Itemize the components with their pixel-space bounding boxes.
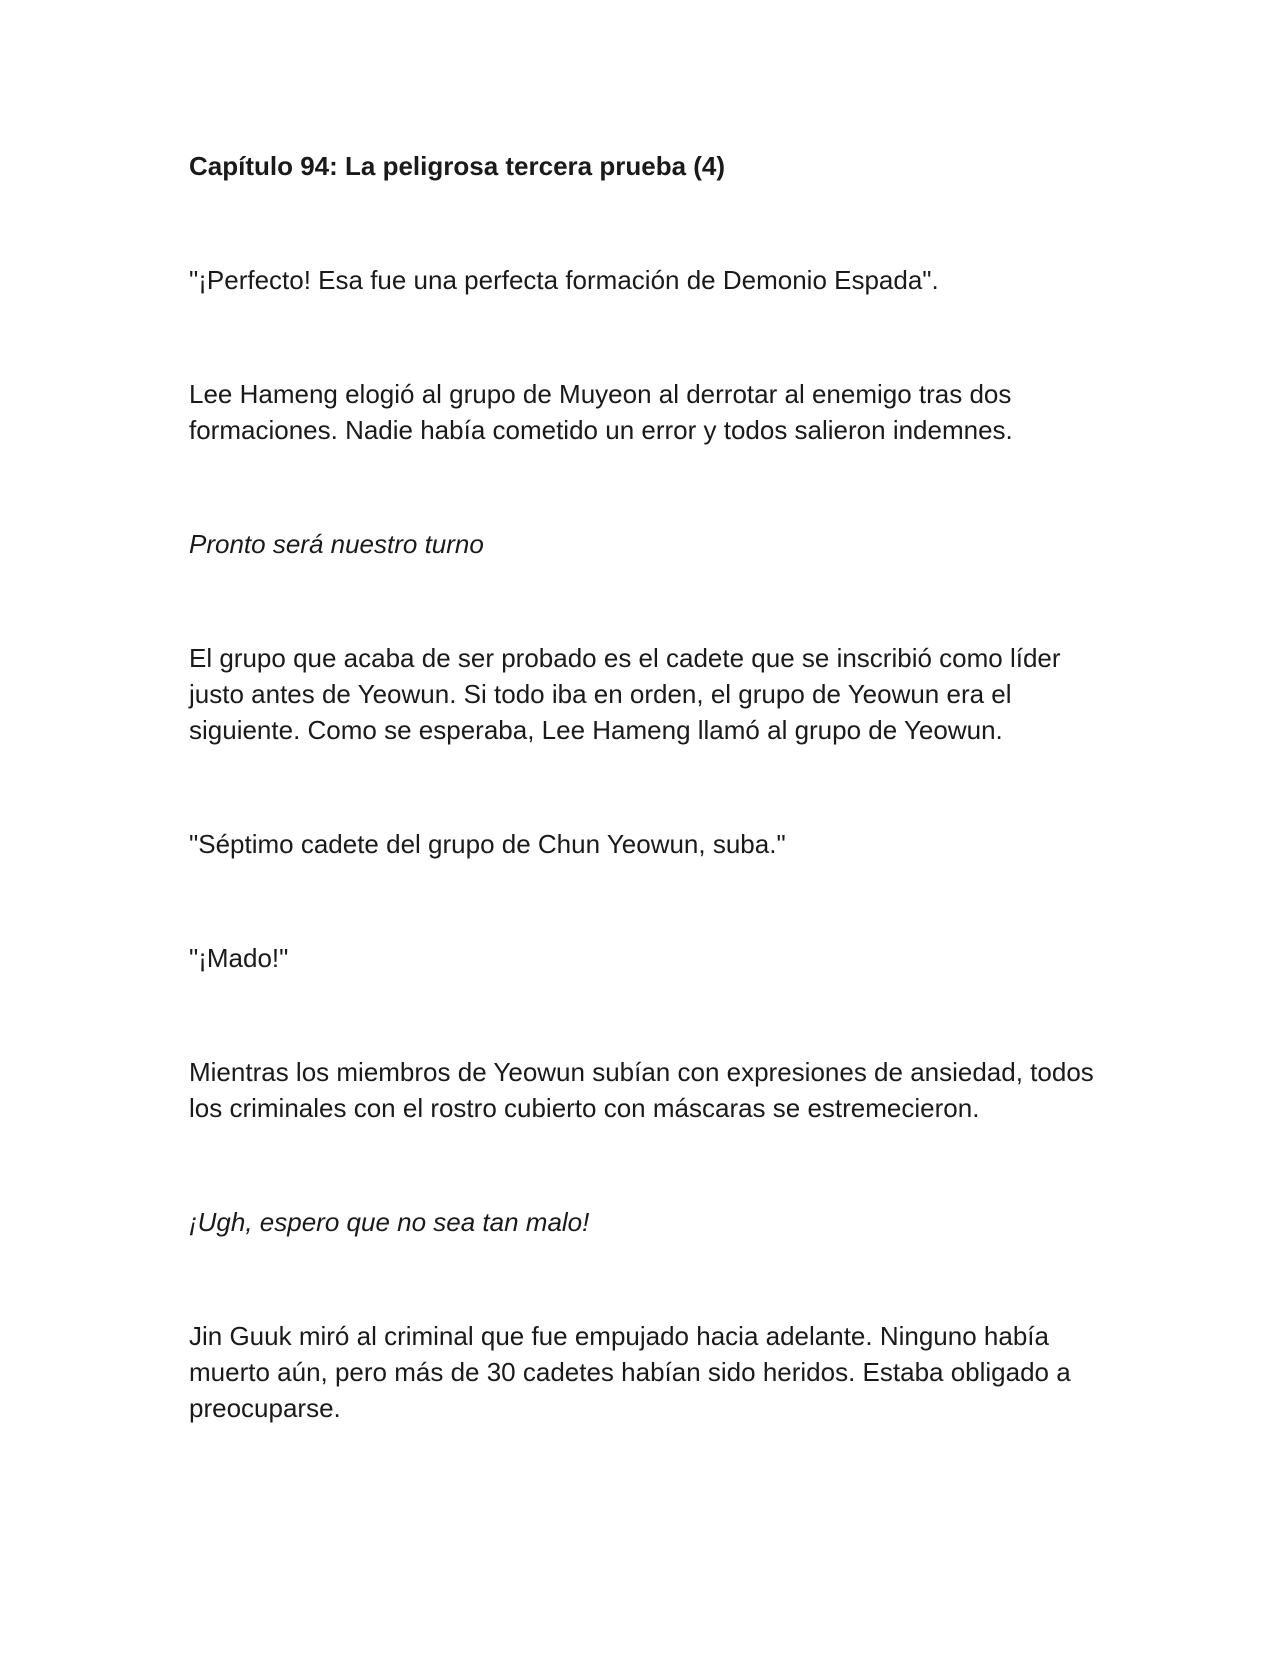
paragraph-2: Lee Hameng elogió al grupo de Muyeon al derrotar al enemigo tras dos formaciones. Nadie había cometido un error y todos salieron indemnes.	[189, 379, 1013, 445]
paragraph-3-thought: Pronto será nuestro turno	[189, 529, 484, 559]
paragraph-8-thought: ¡Ugh, espero que no sea tan malo!	[189, 1207, 590, 1237]
paragraph-4: El grupo que acaba de ser probado es el cadete que se inscribió como líder justo antes de Yeowun. Si todo iba en orden, el grupo de Yeowun era el siguiente. Como se esperaba, Lee Hameng llamó al grupo de Yeowun.	[189, 643, 1061, 745]
document-body	[189, 148, 1109, 1504]
paragraph-1: "¡Perfecto! Esa fue una perfecta formación de Demonio Espada".	[189, 265, 939, 295]
chapter-title: Capítulo 94: La peligrosa tercera prueba (4)	[189, 151, 726, 181]
paragraph-5: "Séptimo cadete del grupo de Chun Yeowun, suba."	[189, 829, 786, 859]
paragraph-9: Jin Guuk miró al criminal que fue empujado hacia adelante. Ninguno había muerto aún, pero más de 30 cadetes habían sido heridos. Estaba obligado a preocuparse.	[189, 1321, 1071, 1423]
paragraph-7: Mientras los miembros de Yeowun subían con expresiones de ansiedad, todos los criminales con el rostro cubierto con máscaras se estremecieron.	[189, 1057, 1094, 1123]
paragraph-6: "¡Mado!"	[189, 943, 289, 973]
